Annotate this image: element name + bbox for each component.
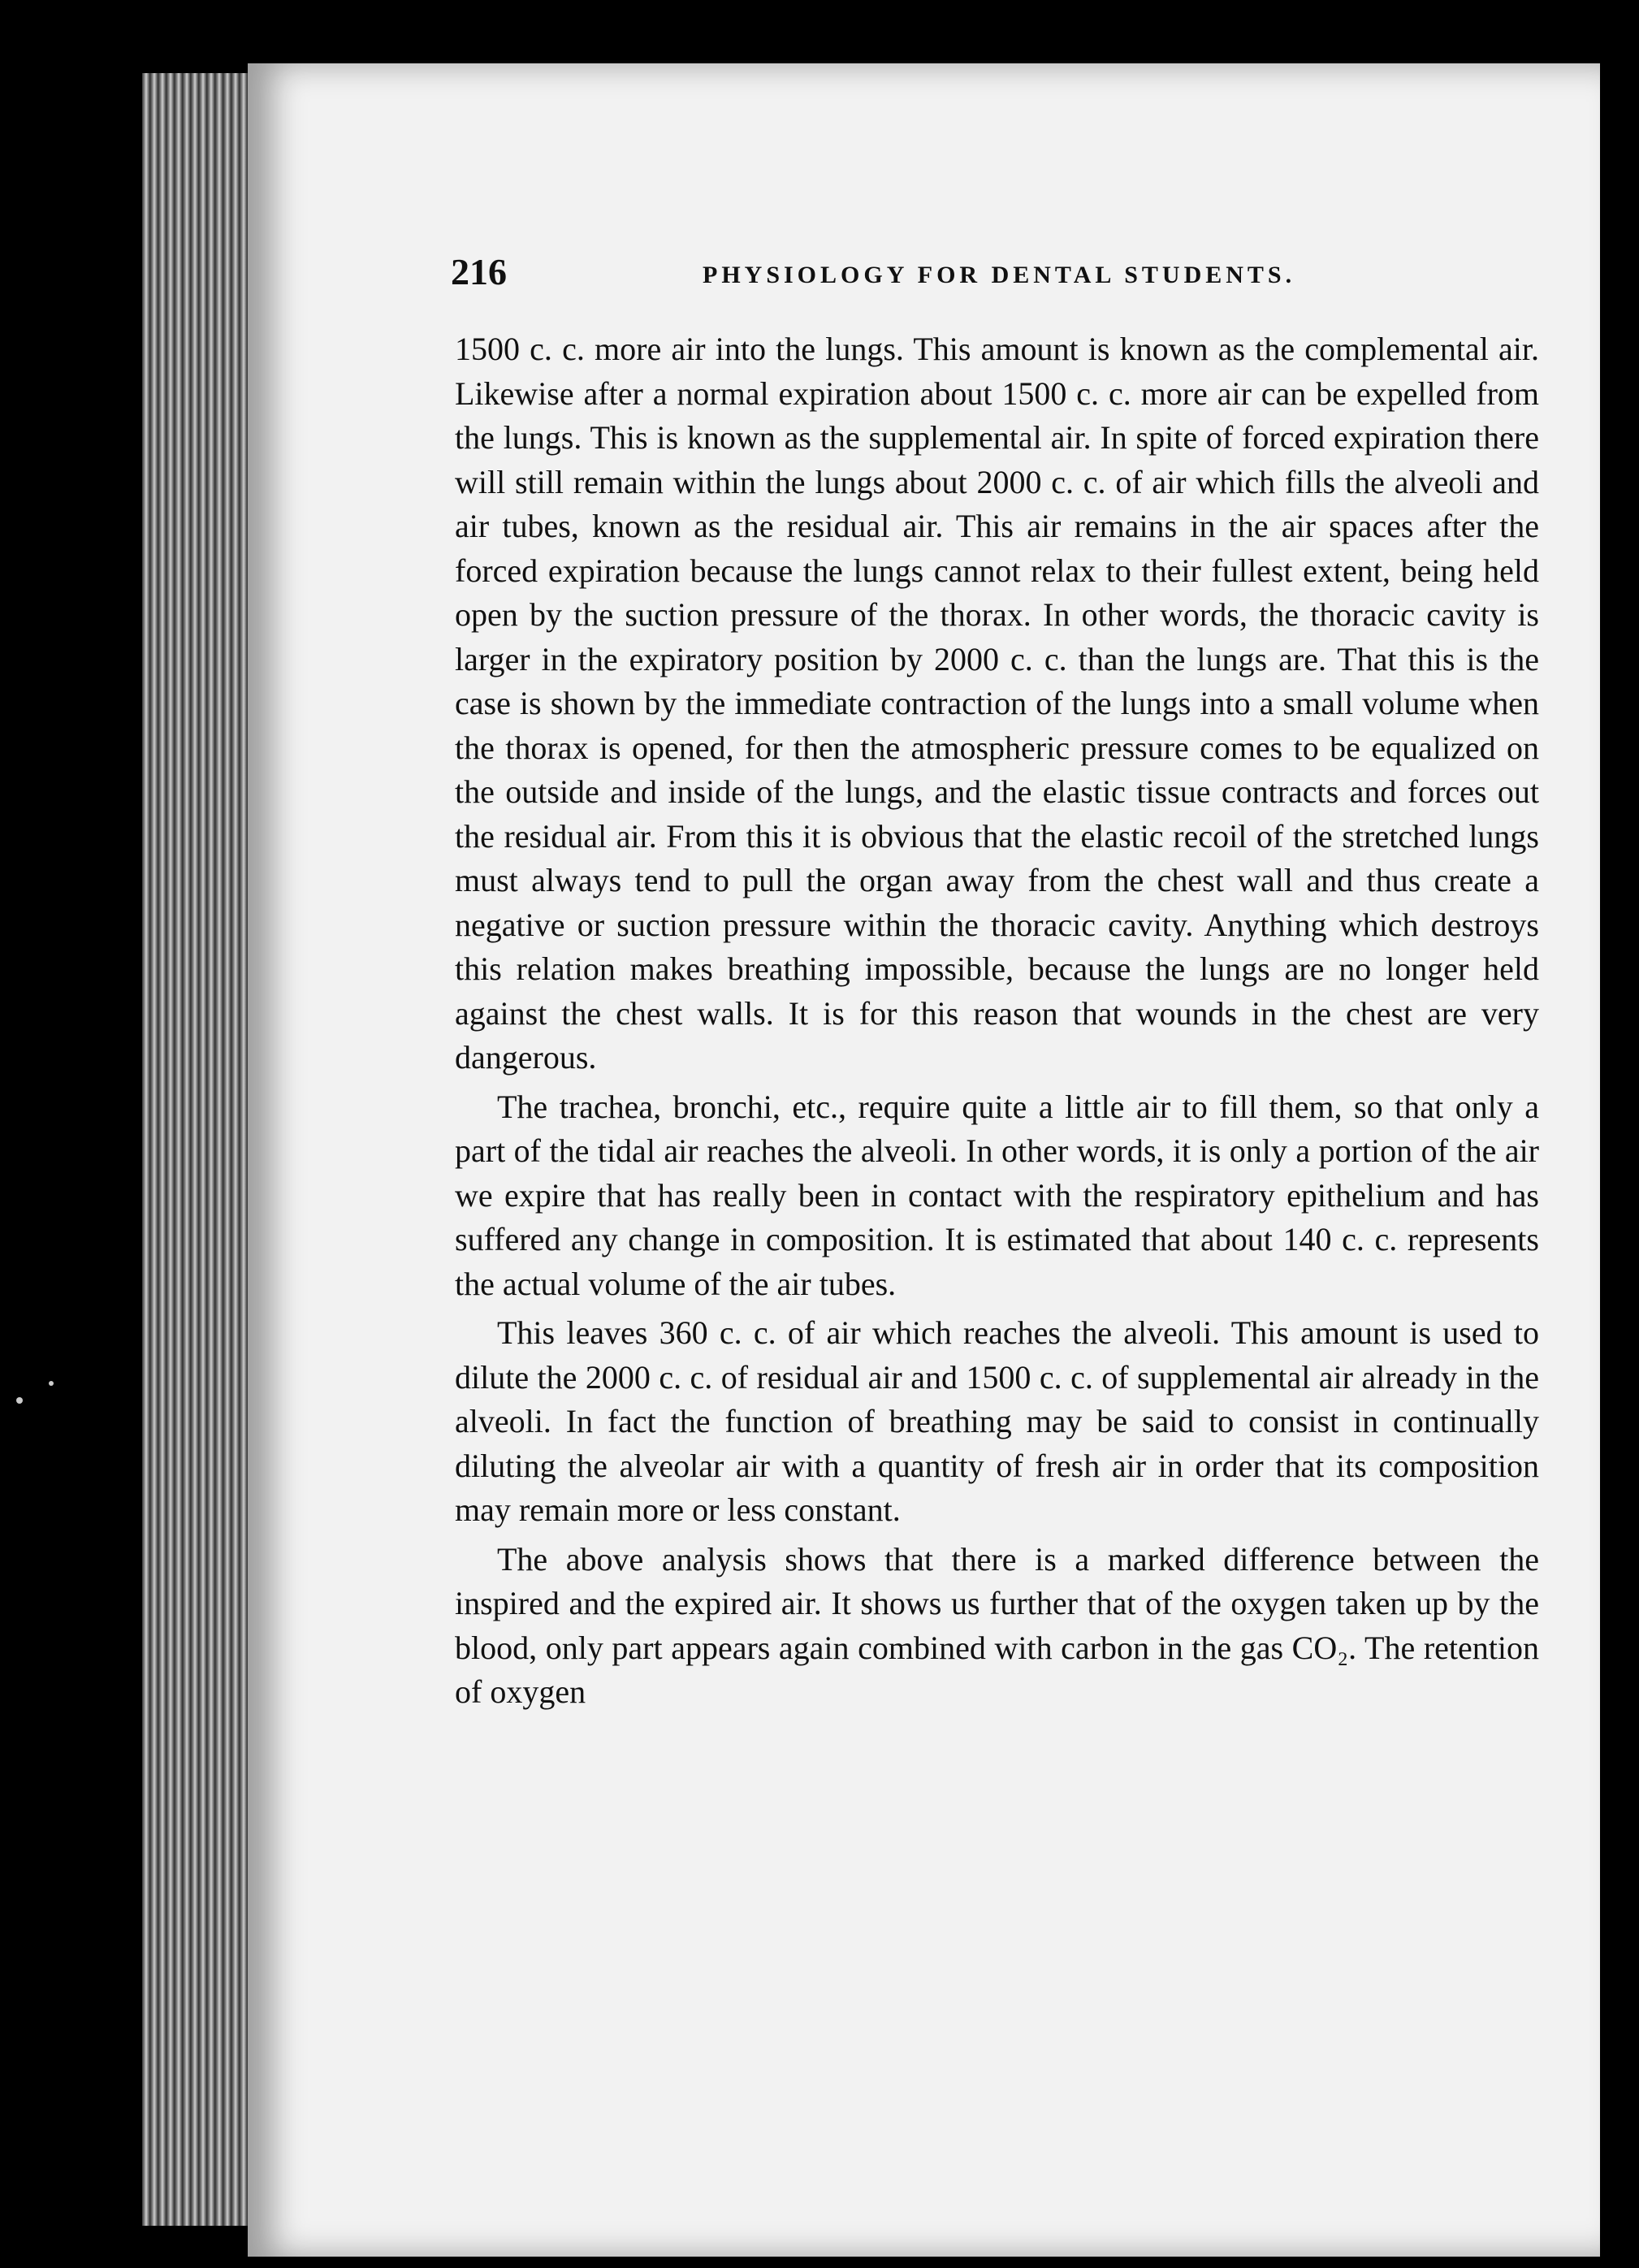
paragraph: This leaves 360 c. c. of air which reaches the alveoli. This amount is used to dilute the 2000 c. c. of residual air and 1500 c. c. of supplemental air already in the alveoli. In fact the function of breathing may be said to consist in continually diluting the alveolar air with a quantity of fresh air in order that its composition may remain more or less constant.: [455, 1314, 1547, 1528]
book-page: [248, 63, 1600, 2257]
book-page-edges: [142, 73, 264, 2226]
body-text: [455, 327, 1547, 1720]
dust-speck: [49, 1381, 54, 1386]
dust-speck: [16, 1397, 23, 1404]
paragraph: 1500 c. c. more air into the lungs. This amount is known as the complemental air. Likewise after a normal expiration about 1500 c. c. more air can be expelled from the lungs. This is known as the supplemental air. In spite of forced expiration there will still remain within the lungs about 2000 c. c. of air which fills the alveoli and air tubes, known as the residual air. This air remains in the air spaces after the forced expiration because the lungs cannot relax to their fullest extent, being held open by the suction pressure of the thorax. In other words, the thoracic cavity is larger in the expiratory position by 2000 c. c. than the lungs are. That this is the case is shown by the immediate contraction of the lungs into a small volume when the thorax is opened, for then the atmospheric pressure comes to be equalized on the outside and inside of the lungs, and the elastic tissue contracts and forces out the residual air. From this it is obvious that the elastic recoil of the stretched lungs must always tend to pull the organ away from the chest wall and thus create a negative or suction pressure within the thoracic cavity. Anything which destroys this relation makes breathing impossible, because the lungs are no longer held against the chest walls. It is for this reason that wounds in the chest are very dangerous.: [455, 331, 1547, 1076]
paragraph: The trachea, bronchi, etc., require quite a little air to fill them, so that only a part of the tidal air reaches the alveoli. In other words, it is only a portion of the air we expire that has really been in contact with the respiratory epithelium and has suffered any change in composition. It is estimated that about 140 c. c. represents the actual volume of the air tubes.: [455, 1088, 1547, 1302]
paragraph: The above analysis shows that there is a marked difference between the inspired and the expired air. It shows us further that of the oxygen taken up by the blood, only part appears again combined with carbon in the gas CO₂. The retention of oxygen: [455, 1540, 1547, 1710]
page-header: [451, 250, 1539, 307]
running-head: PHYSIOLOGY FOR DENTAL STUDENTS.: [703, 262, 1296, 288]
page-number: 216: [451, 251, 507, 292]
